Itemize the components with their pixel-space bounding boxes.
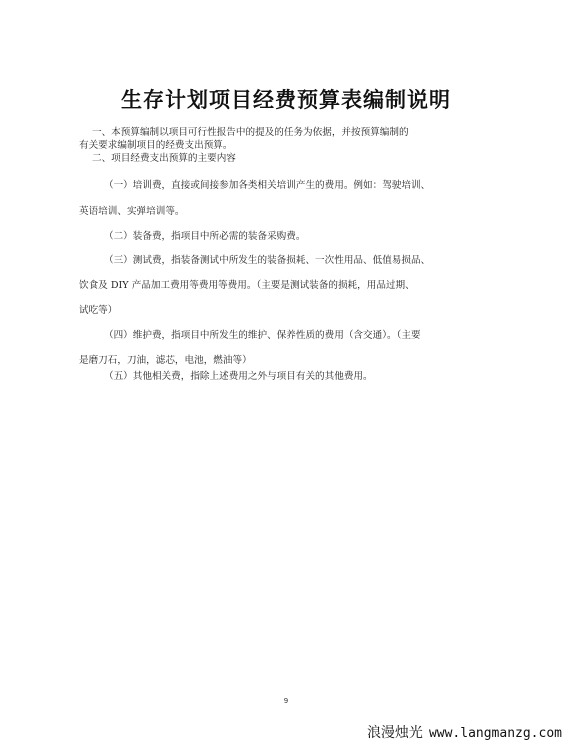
- item-equipment-line: （二）装备费，指项目中所必需的装备采购费。: [104, 231, 306, 242]
- document-title: 生存计划项目经费预算表编制说明: [121, 88, 451, 112]
- watermark-url: www.langmanzg.com: [428, 726, 562, 741]
- paragraph-line-1: 一、本预算编制以项目可行性报告中的提及的任务为依据，并按预算编制的: [92, 127, 409, 138]
- section-heading: 二、项目经费支出预算的主要内容: [92, 153, 236, 164]
- item-maintenance-line-2: 是磨刀石，刀油，滤芯，电池，燃油等）: [79, 355, 252, 366]
- item-testing-line-1: （三）测试费，指装备测试中所发生的装备损耗、一次性用品、低值易损品、: [104, 255, 431, 266]
- item-maintenance-line-1: （四）维护费，指项目中所发生的维护、保养性质的费用（含交通）。（主要: [104, 330, 421, 341]
- item-testing-line-3: 试吃等）: [79, 305, 118, 316]
- item-other-line: （五）其他相关费，指除上述费用之外与项目有关的其他费用。: [104, 371, 373, 382]
- watermark-brand: 浪漫烛光: [366, 725, 423, 741]
- watermark: [367, 722, 562, 742]
- page-number: 9: [283, 697, 289, 705]
- item-testing-line-2: 饮食及 DIY 产品加工费用等费用等费用。（主要是测试装备的损耗，用品过期、: [79, 280, 415, 291]
- item-training-line-2: 英语培训、实弹培训等。: [79, 206, 185, 217]
- item-training-line-1: （一）培训费，直接或间接参加各类相关培训产生的费用。例如：驾驶培训、: [104, 180, 431, 191]
- paragraph-line-2: 有关要求编制项目的经费支出预算。: [79, 140, 233, 151]
